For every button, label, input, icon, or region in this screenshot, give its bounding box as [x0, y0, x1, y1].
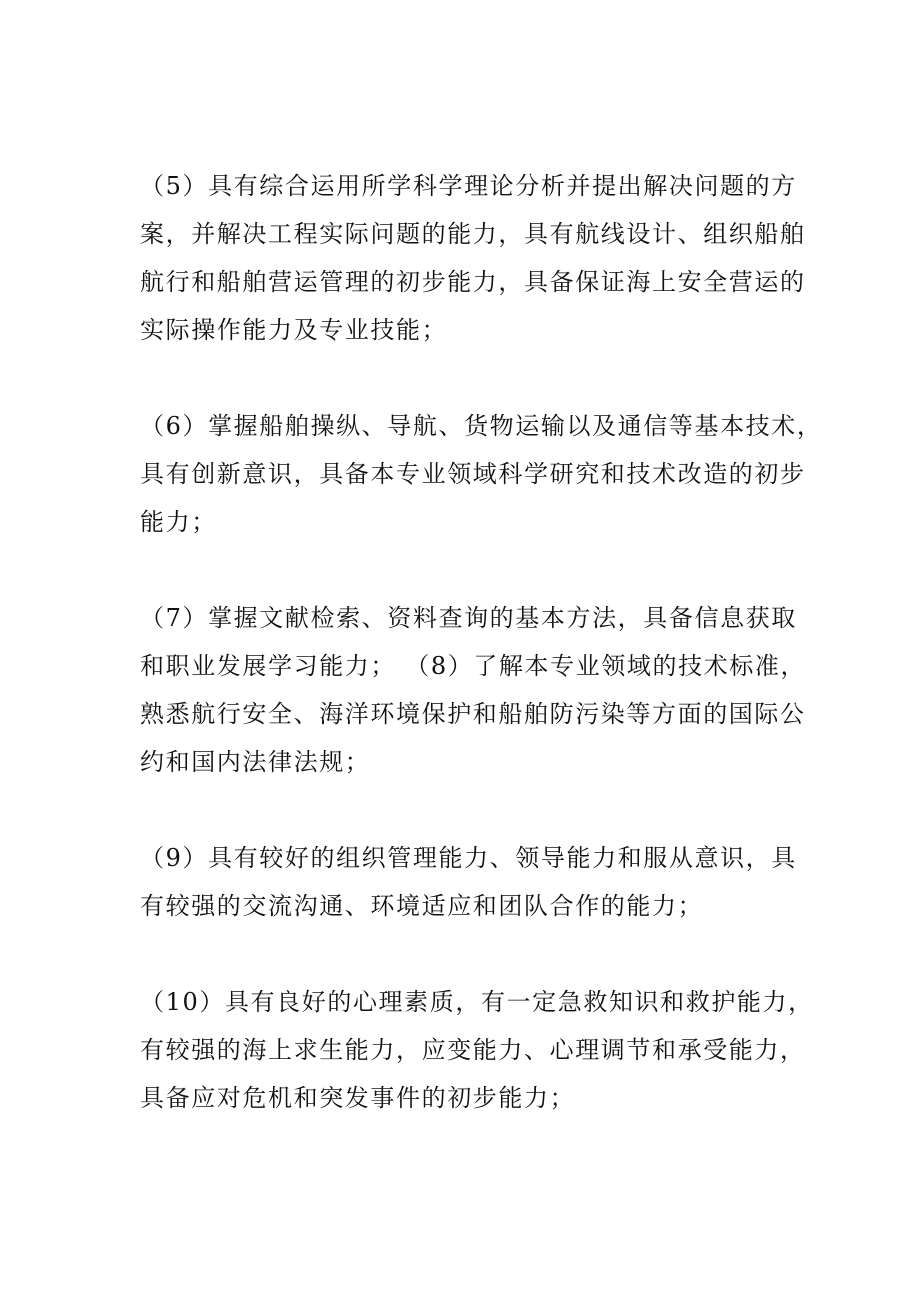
paragraph-line: 有较强的海上求生能力，应变能力、心理调节和承受能力， — [140, 1036, 806, 1064]
paragraph-line: 具备应对危机和突发事件的初步能力； — [140, 1084, 576, 1112]
paragraph-line: 具有创新意识，具备本专业领域科学研究和技术改造的初步 — [140, 460, 806, 488]
paragraph-line: （6）掌握船舶操纵、导航、货物运输以及通信等基本技术， — [140, 412, 823, 440]
paragraph-7-8 — [140, 594, 807, 786]
paragraph-line: 能力； — [140, 508, 217, 536]
paragraph-line: （5）具有综合运用所学科学理论分析并提出解决问题的方 — [140, 172, 797, 200]
paragraph-9 — [140, 834, 797, 930]
paragraph-6 — [140, 402, 823, 546]
paragraph-line: 实际操作能力及专业技能； — [140, 316, 448, 344]
paragraph-line: 有较强的交流沟通、环境适应和团队合作的能力； — [140, 892, 704, 920]
paragraph-line: 航行和船舶营运管理的初步能力，具备保证海上安全营运的 — [140, 268, 806, 296]
paragraph-line: 熟悉航行安全、海洋环境保护和船舶防污染等方面的国际公 — [140, 700, 806, 728]
paragraph-line: （7）掌握文献检索、资料查询的基本方法，具备信息获取 — [140, 604, 797, 632]
paragraph-line: 案，并解决工程实际问题的能力，具有航线设计、组织船舶 — [140, 220, 806, 248]
paragraph-5 — [140, 162, 806, 354]
paragraph-10 — [140, 978, 814, 1122]
paragraph-line: 和职业发展学习能力； （8）了解本专业领域的技术标准， — [140, 652, 807, 680]
paragraph-line: 约和国内法律法规； — [140, 748, 371, 776]
paragraph-line: （10）具有良好的心理素质，有一定急救知识和救护能力， — [140, 988, 814, 1016]
paragraph-line: （9）具有较好的组织管理能力、领导能力和服从意识，具 — [140, 844, 797, 872]
